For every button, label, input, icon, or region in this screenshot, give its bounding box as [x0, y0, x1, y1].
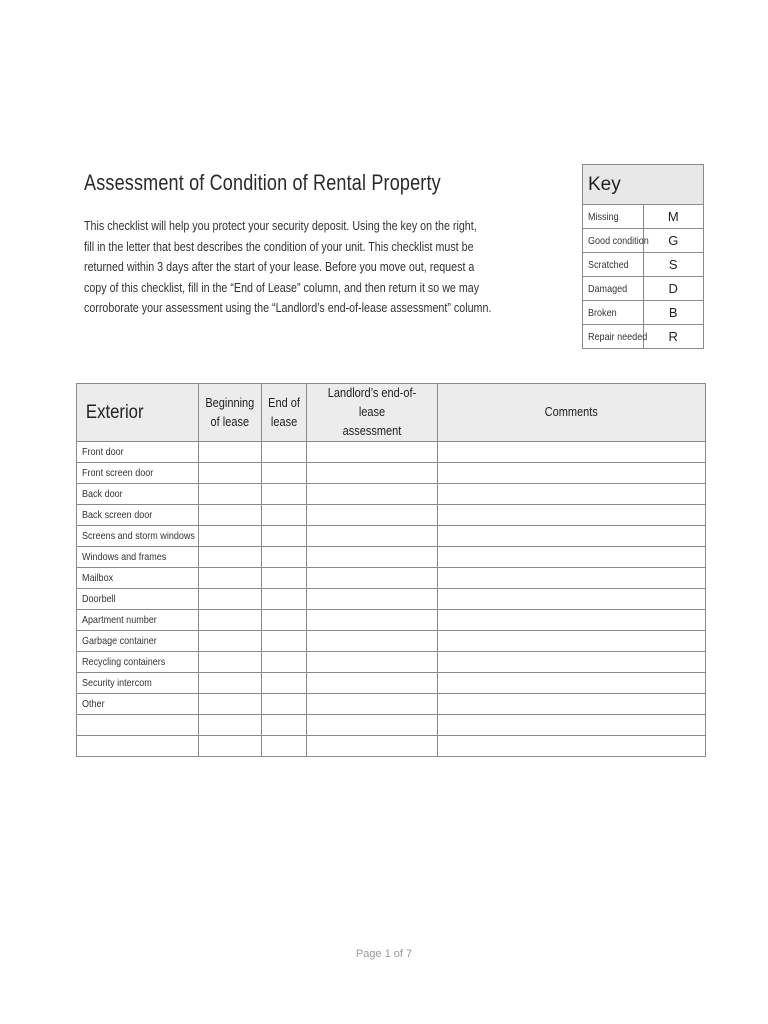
table-row	[77, 505, 706, 526]
comments-cell[interactable]	[438, 631, 706, 652]
end-cell[interactable]	[262, 694, 307, 715]
landlord-cell[interactable]	[307, 442, 438, 463]
intro-line: This checklist will help you protect your security deposit. Using the key on the right,	[84, 219, 477, 233]
landlord-cell[interactable]	[307, 694, 438, 715]
landlord-cell[interactable]	[307, 652, 438, 673]
comments-cell[interactable]	[438, 568, 706, 589]
table-row	[77, 736, 706, 757]
comments-cell[interactable]	[438, 484, 706, 505]
beginning-cell[interactable]	[199, 715, 262, 736]
comments-cell[interactable]	[438, 589, 706, 610]
beginning-cell[interactable]	[199, 610, 262, 631]
key-header-row	[583, 165, 704, 205]
key-code: D	[643, 277, 704, 301]
comments-cell[interactable]	[438, 715, 706, 736]
landlord-cell[interactable]	[307, 505, 438, 526]
end-cell[interactable]	[262, 652, 307, 673]
landlord-cell[interactable]	[307, 715, 438, 736]
intro-paragraph	[84, 216, 492, 319]
row-item-label: Doorbell	[82, 593, 116, 605]
row-item-label: Recycling containers	[82, 656, 166, 668]
comments-cell[interactable]	[438, 673, 706, 694]
table-row	[77, 610, 706, 631]
page-number: Page 1 of 7	[355, 948, 413, 960]
key-code: R	[643, 325, 704, 349]
row-item-label: Mailbox	[82, 572, 114, 584]
end-cell[interactable]	[262, 463, 307, 484]
landlord-cell[interactable]	[307, 484, 438, 505]
key-code: S	[643, 253, 704, 277]
key-row	[583, 325, 704, 349]
key-title: Key	[583, 165, 704, 205]
end-cell[interactable]	[262, 673, 307, 694]
row-item-label: Apartment number	[82, 614, 157, 626]
row-item-label: Front screen door	[82, 467, 154, 479]
col-end-line: End of	[268, 395, 300, 410]
comments-cell[interactable]	[438, 442, 706, 463]
landlord-cell[interactable]	[307, 673, 438, 694]
end-cell[interactable]	[262, 505, 307, 526]
key-label: Broken	[588, 306, 617, 319]
beginning-cell[interactable]	[199, 463, 262, 484]
col-beginning-header	[199, 384, 262, 442]
col-comments-header: Comments	[438, 384, 706, 442]
table-row	[77, 568, 706, 589]
row-item-label: Security intercom	[82, 677, 152, 689]
table-row	[77, 694, 706, 715]
col-beginning-line: Beginning	[205, 395, 255, 410]
beginning-cell[interactable]	[199, 736, 262, 757]
end-cell[interactable]	[262, 568, 307, 589]
row-item-label: Windows and frames	[82, 551, 167, 563]
col-landlord-header	[307, 384, 438, 442]
table-row	[77, 484, 706, 505]
key-row	[583, 277, 704, 301]
comments-cell[interactable]	[438, 526, 706, 547]
comments-cell[interactable]	[438, 694, 706, 715]
key-label: Good condition	[588, 234, 649, 247]
intro-line: copy of this checklist, fill in the “End of Lease” column, and then return it so we may	[84, 280, 480, 295]
landlord-cell[interactable]	[307, 547, 438, 568]
key-code: M	[643, 205, 704, 229]
table-row	[77, 526, 706, 547]
beginning-cell[interactable]	[199, 673, 262, 694]
page-title: Assessment of Condition of Rental Property	[84, 170, 441, 195]
intro-line: corroborate your assessment using the “Landlord’s end-of-lease assessment” column.	[84, 301, 492, 315]
table-row	[77, 547, 706, 568]
landlord-cell[interactable]	[307, 463, 438, 484]
beginning-cell[interactable]	[199, 442, 262, 463]
comments-cell[interactable]	[438, 463, 706, 484]
beginning-cell[interactable]	[199, 589, 262, 610]
col-landlord-line: Landlord’s end-of-lease	[327, 386, 417, 419]
end-cell[interactable]	[262, 631, 307, 652]
comments-cell[interactable]	[438, 652, 706, 673]
beginning-cell[interactable]	[199, 652, 262, 673]
comments-cell[interactable]	[438, 610, 706, 631]
end-cell[interactable]	[262, 442, 307, 463]
key-label: Damaged	[588, 282, 628, 295]
beginning-cell[interactable]	[199, 694, 262, 715]
table-row	[77, 652, 706, 673]
end-cell[interactable]	[262, 547, 307, 568]
end-cell[interactable]	[262, 610, 307, 631]
key-code: G	[643, 229, 704, 253]
comments-cell[interactable]	[438, 547, 706, 568]
table-row	[77, 442, 706, 463]
key-row	[583, 301, 704, 325]
landlord-cell[interactable]	[307, 568, 438, 589]
row-item-label: Back door	[82, 488, 123, 500]
col-landlord-line: assessment	[342, 424, 402, 438]
beginning-cell[interactable]	[199, 547, 262, 568]
end-cell[interactable]	[262, 526, 307, 547]
key-row	[583, 229, 704, 253]
beginning-cell[interactable]	[199, 568, 262, 589]
checklist-header-row	[77, 384, 706, 442]
table-row	[77, 463, 706, 484]
beginning-cell[interactable]	[199, 484, 262, 505]
col-end-header	[262, 384, 307, 442]
comments-cell[interactable]	[438, 736, 706, 757]
section-heading: Exterior	[85, 402, 144, 423]
beginning-cell[interactable]	[199, 526, 262, 547]
intro-line: returned within 3 days after the start of your lease. Before you move out, request a	[84, 260, 475, 274]
row-item-label: Back screen door	[82, 509, 153, 521]
row-item-label: Garbage container	[82, 635, 157, 647]
beginning-cell[interactable]	[199, 505, 262, 526]
key-row	[583, 253, 704, 277]
end-cell[interactable]	[262, 484, 307, 505]
key-code: B	[643, 301, 704, 325]
comments-cell[interactable]	[438, 505, 706, 526]
end-cell[interactable]	[262, 589, 307, 610]
landlord-cell[interactable]	[307, 631, 438, 652]
table-row	[77, 673, 706, 694]
landlord-cell[interactable]	[307, 526, 438, 547]
table-row	[77, 631, 706, 652]
key-label: Repair needed	[588, 330, 648, 343]
row-item-label: Screens and storm windows	[82, 530, 195, 542]
intro-line: fill in the letter that best describes the condition of your unit. This checklist must be	[84, 239, 474, 254]
landlord-cell[interactable]	[307, 589, 438, 610]
end-cell[interactable]	[262, 736, 307, 757]
key-label: Missing	[588, 210, 619, 223]
table-row	[77, 589, 706, 610]
table-row	[77, 715, 706, 736]
key-table	[582, 164, 704, 349]
row-item-label: Front door	[82, 446, 124, 458]
landlord-cell[interactable]	[307, 610, 438, 631]
landlord-cell[interactable]	[307, 736, 438, 757]
col-end-line: lease	[270, 414, 298, 429]
end-cell[interactable]	[262, 715, 307, 736]
key-row	[583, 205, 704, 229]
key-label: Scratched	[588, 258, 629, 271]
col-beginning-line: of lease	[210, 414, 250, 429]
beginning-cell[interactable]	[199, 631, 262, 652]
row-item-label: Other	[82, 698, 105, 710]
exterior-checklist-table	[76, 383, 706, 757]
